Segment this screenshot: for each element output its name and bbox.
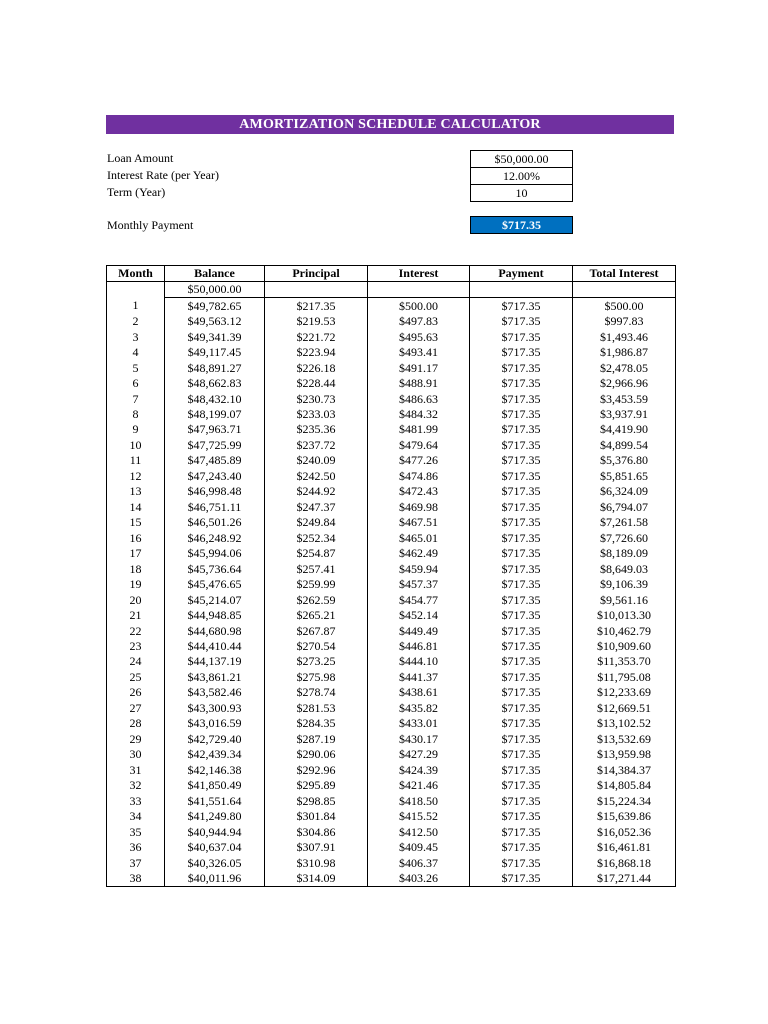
table-row (107, 360, 676, 375)
cell-balance: $48,662.83 (165, 376, 265, 391)
table-row (107, 515, 676, 530)
table-row (107, 345, 676, 360)
cell-principal: $230.73 (265, 391, 368, 406)
cell-month: 22 (107, 623, 165, 638)
cell-principal: $221.72 (265, 329, 368, 344)
cell-interest: $424.39 (368, 763, 470, 778)
cell-month: 34 (107, 809, 165, 824)
cell-interest: $430.17 (368, 732, 470, 747)
cell-principal: $298.85 (265, 793, 368, 808)
cell-payment: $717.35 (470, 422, 573, 437)
cell-payment: $717.35 (470, 670, 573, 685)
cell-interest: $438.61 (368, 685, 470, 700)
table-row (107, 469, 676, 484)
cell-principal: $275.98 (265, 670, 368, 685)
cell-total-interest: $15,224.34 (573, 793, 676, 808)
cell-month: 11 (107, 453, 165, 468)
cell-balance: $43,582.46 (165, 685, 265, 700)
cell-principal: $273.25 (265, 654, 368, 669)
cell-payment: $717.35 (470, 577, 573, 592)
header-balance: Balance (165, 266, 265, 282)
cell-interest: $465.01 (368, 531, 470, 546)
table-row (107, 546, 676, 561)
cell-balance: $42,146.38 (165, 763, 265, 778)
table-row (107, 793, 676, 808)
cell-payment: $717.35 (470, 732, 573, 747)
cell-principal: $290.06 (265, 747, 368, 762)
cell-interest: $491.17 (368, 360, 470, 375)
cell-interest: $435.82 (368, 701, 470, 716)
cell-payment: $717.35 (470, 376, 573, 391)
cell-principal: $281.53 (265, 701, 368, 716)
cell-interest: $406.37 (368, 855, 470, 870)
cell-balance: $48,199.07 (165, 407, 265, 422)
cell-interest: $446.81 (368, 639, 470, 654)
cell-balance: $49,563.12 (165, 314, 265, 329)
cell-balance: $42,439.34 (165, 747, 265, 762)
cell-principal: $270.54 (265, 639, 368, 654)
term-field[interactable]: 10 (470, 184, 573, 202)
header-interest: Interest (368, 266, 470, 282)
cell-total-interest: $11,353.70 (573, 654, 676, 669)
cell-interest: $427.29 (368, 747, 470, 762)
cell-total-interest: $8,649.03 (573, 561, 676, 576)
cell-principal: $244.92 (265, 484, 368, 499)
cell-balance: $40,011.96 (165, 871, 265, 887)
cell-principal: $217.35 (265, 298, 368, 314)
cell-total-interest: $6,794.07 (573, 500, 676, 515)
cell-month: 32 (107, 778, 165, 793)
cell-month: 27 (107, 701, 165, 716)
cell-principal: $295.89 (265, 778, 368, 793)
cell-principal: $304.86 (265, 824, 368, 839)
amortization-table (106, 265, 676, 887)
table-row (107, 871, 676, 887)
cell-principal: $235.36 (265, 422, 368, 437)
cell-month: 28 (107, 716, 165, 731)
table-cell (470, 282, 573, 298)
interest-rate-label: Interest Rate (per Year) (107, 168, 219, 182)
cell-payment: $717.35 (470, 701, 573, 716)
cell-interest: $495.63 (368, 329, 470, 344)
cell-principal: $233.03 (265, 407, 368, 422)
table-row (107, 298, 676, 314)
table-row (107, 500, 676, 515)
cell-balance: $47,963.71 (165, 422, 265, 437)
header-payment: Payment (470, 266, 573, 282)
cell-principal: $257.41 (265, 561, 368, 576)
cell-month: 30 (107, 747, 165, 762)
cell-payment: $717.35 (470, 809, 573, 824)
cell-month: 20 (107, 592, 165, 607)
cell-balance: $42,729.40 (165, 732, 265, 747)
cell-balance: $44,948.85 (165, 608, 265, 623)
cell-balance: $40,637.04 (165, 840, 265, 855)
table-row (107, 422, 676, 437)
table-row (107, 763, 676, 778)
cell-payment: $717.35 (470, 360, 573, 375)
table-row (107, 670, 676, 685)
cell-month: 3 (107, 329, 165, 344)
cell-principal: $301.84 (265, 809, 368, 824)
cell-interest: $484.32 (368, 407, 470, 422)
table-row (107, 561, 676, 576)
cell-payment: $717.35 (470, 329, 573, 344)
table-cell (265, 282, 368, 298)
cell-balance: $46,998.48 (165, 484, 265, 499)
cell-interest: $477.26 (368, 453, 470, 468)
cell-principal: $307.91 (265, 840, 368, 855)
cell-interest: $418.50 (368, 793, 470, 808)
cell-principal: $267.87 (265, 623, 368, 638)
cell-total-interest: $9,561.16 (573, 592, 676, 607)
cell-month: 4 (107, 345, 165, 360)
cell-total-interest: $16,868.18 (573, 855, 676, 870)
header-month: Month (107, 266, 165, 282)
cell-interest: $441.37 (368, 670, 470, 685)
table-row (107, 608, 676, 623)
cell-interest: $412.50 (368, 824, 470, 839)
cell-balance: $45,736.64 (165, 561, 265, 576)
cell-total-interest: $16,461.81 (573, 840, 676, 855)
cell-total-interest: $5,851.65 (573, 469, 676, 484)
cell-principal: $284.35 (265, 716, 368, 731)
cell-total-interest: $7,726.60 (573, 531, 676, 546)
table-row (107, 840, 676, 855)
table-row (107, 484, 676, 499)
cell-month: 10 (107, 438, 165, 453)
table-row (107, 701, 676, 716)
cell-month: 23 (107, 639, 165, 654)
interest-rate-field[interactable]: 12.00% (470, 167, 573, 185)
cell-balance: $46,751.11 (165, 500, 265, 515)
cell-principal: $252.34 (265, 531, 368, 546)
cell-payment: $717.35 (470, 763, 573, 778)
cell-month: 7 (107, 391, 165, 406)
cell-total-interest: $13,102.52 (573, 716, 676, 731)
table-row (107, 824, 676, 839)
cell-interest: $467.51 (368, 515, 470, 530)
term-label: Term (Year) (107, 185, 166, 199)
cell-month: 24 (107, 654, 165, 669)
cell-interest: $457.37 (368, 577, 470, 592)
cell-month: 37 (107, 855, 165, 870)
cell-payment: $717.35 (470, 623, 573, 638)
cell-interest: $444.10 (368, 654, 470, 669)
starting-balance-row (107, 282, 676, 298)
table-header-row (107, 266, 676, 282)
cell-total-interest: $1,986.87 (573, 345, 676, 360)
cell-interest: $449.49 (368, 623, 470, 638)
cell-principal: $310.98 (265, 855, 368, 870)
cell-month: 1 (107, 298, 165, 314)
cell-interest: $474.86 (368, 469, 470, 484)
cell-payment: $717.35 (470, 654, 573, 669)
table-row (107, 592, 676, 607)
cell-total-interest: $500.00 (573, 298, 676, 314)
cell-interest: $415.52 (368, 809, 470, 824)
cell-total-interest: $4,899.54 (573, 438, 676, 453)
cell-total-interest: $17,271.44 (573, 871, 676, 887)
cell-payment: $717.35 (470, 685, 573, 700)
cell-total-interest: $7,261.58 (573, 515, 676, 530)
cell-total-interest: $3,937.91 (573, 407, 676, 422)
cell-total-interest: $10,909.60 (573, 639, 676, 654)
cell-total-interest: $11,795.08 (573, 670, 676, 685)
cell-principal: $259.99 (265, 577, 368, 592)
cell-total-interest: $13,959.98 (573, 747, 676, 762)
cell-principal: $254.87 (265, 546, 368, 561)
cell-total-interest: $16,052.36 (573, 824, 676, 839)
cell-balance: $40,944.94 (165, 824, 265, 839)
cell-balance: $49,782.65 (165, 298, 265, 314)
table-row (107, 314, 676, 329)
cell-interest: $462.49 (368, 546, 470, 561)
cell-month: 35 (107, 824, 165, 839)
cell-month: 14 (107, 500, 165, 515)
cell-total-interest: $10,013.30 (573, 608, 676, 623)
cell-balance: $48,891.27 (165, 360, 265, 375)
cell-month: 5 (107, 360, 165, 375)
cell-total-interest: $9,106.39 (573, 577, 676, 592)
cell-month: 17 (107, 546, 165, 561)
loan-amount-field[interactable]: $50,000.00 (470, 150, 573, 168)
cell-total-interest: $4,419.90 (573, 422, 676, 437)
cell-month: 18 (107, 561, 165, 576)
cell-total-interest: $13,532.69 (573, 732, 676, 747)
cell-balance: $44,137.19 (165, 654, 265, 669)
cell-principal: $249.84 (265, 515, 368, 530)
cell-month: 26 (107, 685, 165, 700)
cell-payment: $717.35 (470, 515, 573, 530)
loan-amount-label: Loan Amount (107, 151, 174, 165)
cell-payment: $717.35 (470, 778, 573, 793)
cell-balance: $47,725.99 (165, 438, 265, 453)
cell-principal: $265.21 (265, 608, 368, 623)
cell-month: 16 (107, 531, 165, 546)
cell-month: 2 (107, 314, 165, 329)
cell-payment: $717.35 (470, 345, 573, 360)
cell-payment: $717.35 (470, 531, 573, 546)
cell-balance: $41,551.64 (165, 793, 265, 808)
cell-month: 8 (107, 407, 165, 422)
table-row (107, 809, 676, 824)
cell-month: 15 (107, 515, 165, 530)
cell-payment: $717.35 (470, 500, 573, 515)
cell-payment: $717.35 (470, 592, 573, 607)
cell-total-interest: $997.83 (573, 314, 676, 329)
table-row (107, 329, 676, 344)
cell-interest: $459.94 (368, 561, 470, 576)
cell-principal: $247.37 (265, 500, 368, 515)
cell-interest: $486.63 (368, 391, 470, 406)
cell-principal: $223.94 (265, 345, 368, 360)
cell-balance: $45,214.07 (165, 592, 265, 607)
table-row (107, 732, 676, 747)
cell-month: 29 (107, 732, 165, 747)
cell-payment: $717.35 (470, 639, 573, 654)
cell-month: 36 (107, 840, 165, 855)
cell-payment: $717.35 (470, 561, 573, 576)
cell-total-interest: $12,669.51 (573, 701, 676, 716)
table-row (107, 391, 676, 406)
cell-balance: $49,117.45 (165, 345, 265, 360)
cell-payment: $717.35 (470, 407, 573, 422)
cell-interest: $469.98 (368, 500, 470, 515)
cell-principal: $237.72 (265, 438, 368, 453)
cell-balance: $43,300.93 (165, 701, 265, 716)
cell-total-interest: $2,966.96 (573, 376, 676, 391)
cell-interest: $403.26 (368, 871, 470, 887)
table-cell (368, 282, 470, 298)
table-row (107, 685, 676, 700)
cell-principal: $228.44 (265, 376, 368, 391)
cell-payment: $717.35 (470, 824, 573, 839)
cell-principal: $287.19 (265, 732, 368, 747)
cell-month: 6 (107, 376, 165, 391)
table-cell (107, 282, 165, 298)
cell-total-interest: $14,805.84 (573, 778, 676, 793)
cell-principal: $278.74 (265, 685, 368, 700)
cell-payment: $717.35 (470, 716, 573, 731)
cell-interest: $409.45 (368, 840, 470, 855)
cell-interest: $452.14 (368, 608, 470, 623)
cell-total-interest: $5,376.80 (573, 453, 676, 468)
cell-payment: $717.35 (470, 793, 573, 808)
table-cell (573, 282, 676, 298)
cell-total-interest: $3,453.59 (573, 391, 676, 406)
monthly-payment-value: $717.35 (470, 216, 573, 234)
cell-payment: $717.35 (470, 438, 573, 453)
cell-total-interest: $6,324.09 (573, 484, 676, 499)
cell-principal: $226.18 (265, 360, 368, 375)
cell-balance: $44,680.98 (165, 623, 265, 638)
cell-balance: $45,476.65 (165, 577, 265, 592)
cell-balance: $46,248.92 (165, 531, 265, 546)
cell-balance: $45,994.06 (165, 546, 265, 561)
cell-total-interest: $8,189.09 (573, 546, 676, 561)
cell-interest: $500.00 (368, 298, 470, 314)
cell-total-interest: $10,462.79 (573, 623, 676, 638)
cell-interest: $433.01 (368, 716, 470, 731)
cell-month: 31 (107, 763, 165, 778)
table-row (107, 438, 676, 453)
cell-balance: $41,249.80 (165, 809, 265, 824)
cell-month: 33 (107, 793, 165, 808)
cell-interest: $479.64 (368, 438, 470, 453)
page-title: AMORTIZATION SCHEDULE CALCULATOR (106, 115, 674, 134)
starting-balance: $50,000.00 (165, 282, 265, 298)
cell-month: 19 (107, 577, 165, 592)
cell-total-interest: $12,233.69 (573, 685, 676, 700)
cell-payment: $717.35 (470, 840, 573, 855)
table-row (107, 407, 676, 422)
cell-principal: $292.96 (265, 763, 368, 778)
cell-payment: $717.35 (470, 871, 573, 887)
table-row (107, 639, 676, 654)
cell-interest: $488.91 (368, 376, 470, 391)
cell-principal: $314.09 (265, 871, 368, 887)
cell-total-interest: $2,478.05 (573, 360, 676, 375)
cell-interest: $493.41 (368, 345, 470, 360)
table-row (107, 376, 676, 391)
cell-total-interest: $14,384.37 (573, 763, 676, 778)
cell-payment: $717.35 (470, 298, 573, 314)
header-principal: Principal (265, 266, 368, 282)
cell-payment: $717.35 (470, 546, 573, 561)
table-row (107, 855, 676, 870)
cell-balance: $48,432.10 (165, 391, 265, 406)
table-row (107, 623, 676, 638)
cell-balance: $44,410.44 (165, 639, 265, 654)
cell-principal: $262.59 (265, 592, 368, 607)
table-row (107, 531, 676, 546)
table-row (107, 716, 676, 731)
monthly-payment-label: Monthly Payment (107, 218, 194, 232)
header-total-interest: Total Interest (573, 266, 676, 282)
cell-balance: $43,016.59 (165, 716, 265, 731)
cell-balance: $43,861.21 (165, 670, 265, 685)
cell-interest: $481.99 (368, 422, 470, 437)
cell-month: 9 (107, 422, 165, 437)
cell-balance: $47,485.89 (165, 453, 265, 468)
cell-interest: $472.43 (368, 484, 470, 499)
cell-month: 21 (107, 608, 165, 623)
cell-total-interest: $15,639.86 (573, 809, 676, 824)
cell-total-interest: $1,493.46 (573, 329, 676, 344)
cell-interest: $421.46 (368, 778, 470, 793)
cell-balance: $49,341.39 (165, 329, 265, 344)
cell-balance: $41,850.49 (165, 778, 265, 793)
cell-principal: $240.09 (265, 453, 368, 468)
cell-balance: $47,243.40 (165, 469, 265, 484)
cell-balance: $46,501.26 (165, 515, 265, 530)
cell-payment: $717.35 (470, 314, 573, 329)
cell-principal: $219.53 (265, 314, 368, 329)
cell-payment: $717.35 (470, 391, 573, 406)
cell-interest: $454.77 (368, 592, 470, 607)
table-row (107, 747, 676, 762)
cell-month: 25 (107, 670, 165, 685)
cell-payment: $717.35 (470, 855, 573, 870)
cell-principal: $242.50 (265, 469, 368, 484)
cell-payment: $717.35 (470, 608, 573, 623)
cell-month: 38 (107, 871, 165, 887)
table-row (107, 654, 676, 669)
cell-interest: $497.83 (368, 314, 470, 329)
cell-balance: $40,326.05 (165, 855, 265, 870)
cell-payment: $717.35 (470, 469, 573, 484)
cell-payment: $717.35 (470, 747, 573, 762)
cell-month: 13 (107, 484, 165, 499)
cell-payment: $717.35 (470, 453, 573, 468)
table-row (107, 778, 676, 793)
table-row (107, 453, 676, 468)
cell-month: 12 (107, 469, 165, 484)
cell-payment: $717.35 (470, 484, 573, 499)
table-row (107, 577, 676, 592)
